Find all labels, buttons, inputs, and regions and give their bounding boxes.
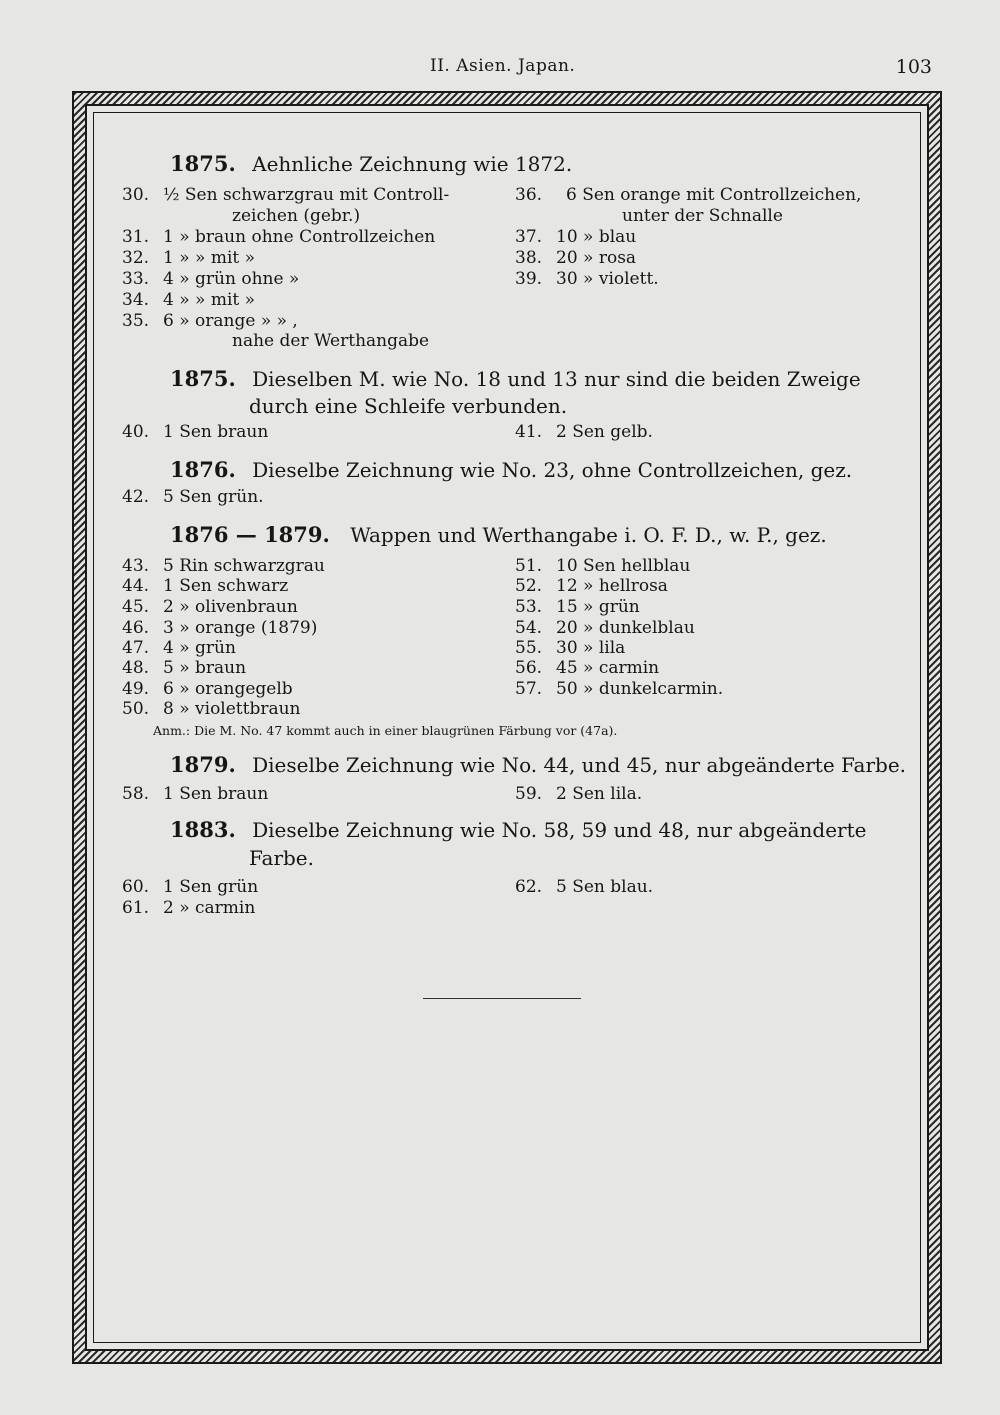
- section-heading: [170, 523, 827, 547]
- entry-text: 20 » rosa: [556, 248, 637, 268]
- entry-text: 30 » violett.: [556, 269, 659, 289]
- entry-number: 54.: [515, 618, 543, 638]
- entry-text: 50 » dunkelcarmin.: [556, 679, 724, 699]
- entry-text: 1 » » mit »: [163, 248, 256, 268]
- entry-text: 3 » orange (1879): [163, 618, 318, 638]
- section-heading-text: Dieselbe Zeichnung wie No. 58, 59 und 48, nur abgeänderte: [252, 818, 867, 842]
- entry-number: 41.: [515, 422, 543, 442]
- section-year: 1876.: [170, 457, 236, 482]
- entry-text: 15 » grün: [556, 597, 640, 617]
- entry-number: 35.: [122, 311, 150, 331]
- entry-text: 5 Sen grün.: [163, 487, 264, 507]
- entry-text: 6 Sen orange mit Controllzeichen,: [566, 185, 862, 205]
- section-year: 1883.: [170, 817, 236, 842]
- entry-number: 43.: [122, 556, 150, 576]
- entry-number: 48.: [122, 658, 150, 678]
- entry-number: 49.: [122, 679, 150, 699]
- entry-number: 47.: [122, 638, 150, 658]
- entry-number: 62.: [515, 877, 543, 897]
- entry-text: 4 » grün ohne »: [163, 269, 300, 289]
- page-number: 103: [895, 56, 932, 78]
- entry-number: 39.: [515, 269, 543, 289]
- entry-number: 53.: [515, 597, 543, 617]
- entry-number: 38.: [515, 248, 543, 268]
- entry-number: 59.: [515, 784, 543, 804]
- entry-text: zeichen (gebr.): [232, 206, 361, 226]
- entry-number: 46.: [122, 618, 150, 638]
- entry-text: 5 Sen blau.: [556, 877, 654, 897]
- section-heading: [170, 152, 572, 176]
- entry-text: 1 Sen braun: [163, 422, 269, 442]
- annotation-note: Anm.: Die M. No. 47 kommt auch in einer blaugrünen Färbung vor (47a).: [153, 723, 618, 738]
- section-year: 1875.: [170, 151, 236, 176]
- entry-text: 1 Sen schwarz: [163, 576, 289, 596]
- entry-text: 5 » braun: [163, 658, 247, 678]
- section-year: 1876 — 1879.: [170, 522, 330, 547]
- entry-text: nahe der Werthangabe: [232, 331, 430, 351]
- entry-text: 2 Sen gelb.: [556, 422, 653, 442]
- section-heading-continuation: Farbe.: [249, 846, 314, 870]
- entry-number: 58.: [122, 784, 150, 804]
- entry-text: 2 » carmin: [163, 898, 256, 918]
- section-heading: [170, 818, 867, 842]
- entry-text: 8 » violettbraun: [163, 699, 301, 719]
- entry-number: 42.: [122, 487, 150, 507]
- entry-number: 55.: [515, 638, 543, 658]
- entry-text: 30 » lila: [556, 638, 626, 658]
- entry-text: 4 » grün: [163, 638, 236, 658]
- entry-text: 45 » carmin: [556, 658, 660, 678]
- running-head-title: II. Asien. Japan.: [430, 56, 576, 76]
- section-heading-text: Dieselben M. wie No. 18 und 13 nur sind die beiden Zweige: [252, 367, 861, 391]
- entry-text: 2 » olivenbraun: [163, 597, 298, 617]
- entry-number: 57.: [515, 679, 543, 699]
- entry-number: 33.: [122, 269, 150, 289]
- entry-number: 52.: [515, 576, 543, 596]
- entry-text: 10 Sen hellblau: [556, 556, 691, 576]
- entry-text: ½ Sen schwarzgrau mit Controll-: [163, 185, 450, 205]
- entry-number: 56.: [515, 658, 543, 678]
- section-heading-continuation: durch eine Schleife verbunden.: [249, 394, 568, 418]
- section-heading-text: Dieselbe Zeichnung wie No. 44, und 45, nur abgeänderte Farbe.: [252, 753, 907, 777]
- entry-text: 10 » blau: [556, 227, 637, 247]
- entry-number: 30.: [122, 185, 150, 205]
- entry-number: 36.: [515, 185, 543, 205]
- entry-text: unter der Schnalle: [622, 206, 783, 226]
- closing-rule: [423, 998, 581, 999]
- entry-number: 32.: [122, 248, 150, 268]
- entry-text: 2 Sen lila.: [556, 784, 643, 804]
- entry-text: 4 » » mit »: [163, 290, 256, 310]
- entry-text: 1 Sen grün: [163, 877, 259, 897]
- section-year: 1875.: [170, 366, 236, 391]
- running-head: [0, 56, 1000, 80]
- entry-text: 12 » hellrosa: [556, 576, 668, 596]
- entry-number: 50.: [122, 699, 150, 719]
- entry-number: 51.: [515, 556, 543, 576]
- entry-text: 6 » orange » » ,: [163, 311, 298, 331]
- section-heading-text: Dieselbe Zeichnung wie No. 23, ohne Controllzeichen, gez.: [252, 458, 853, 482]
- entry-number: 40.: [122, 422, 150, 442]
- entry-text: 5 Rin schwarzgrau: [163, 556, 325, 576]
- section-heading: [170, 458, 852, 482]
- section-heading-text: Aehnliche Zeichnung wie 1872.: [252, 152, 573, 176]
- entry-number: 61.: [122, 898, 150, 918]
- entry-number: 45.: [122, 597, 150, 617]
- entry-text: 6 » orangegelb: [163, 679, 293, 699]
- entry-text: 20 » dunkelblau: [556, 618, 695, 638]
- entry-text: 1 » braun ohne Controllzeichen: [163, 227, 436, 247]
- section-heading-text: Wappen und Werthangabe i. O. F. D., w. P., gez.: [350, 523, 827, 547]
- entry-number: 37.: [515, 227, 543, 247]
- entry-number: 31.: [122, 227, 150, 247]
- section-heading: [170, 367, 861, 391]
- entry-number: 34.: [122, 290, 150, 310]
- entry-text: 1 Sen braun: [163, 784, 269, 804]
- section-year: 1879.: [170, 752, 236, 777]
- section-heading: [170, 753, 906, 777]
- entry-number: 44.: [122, 576, 150, 596]
- entry-number: 60.: [122, 877, 150, 897]
